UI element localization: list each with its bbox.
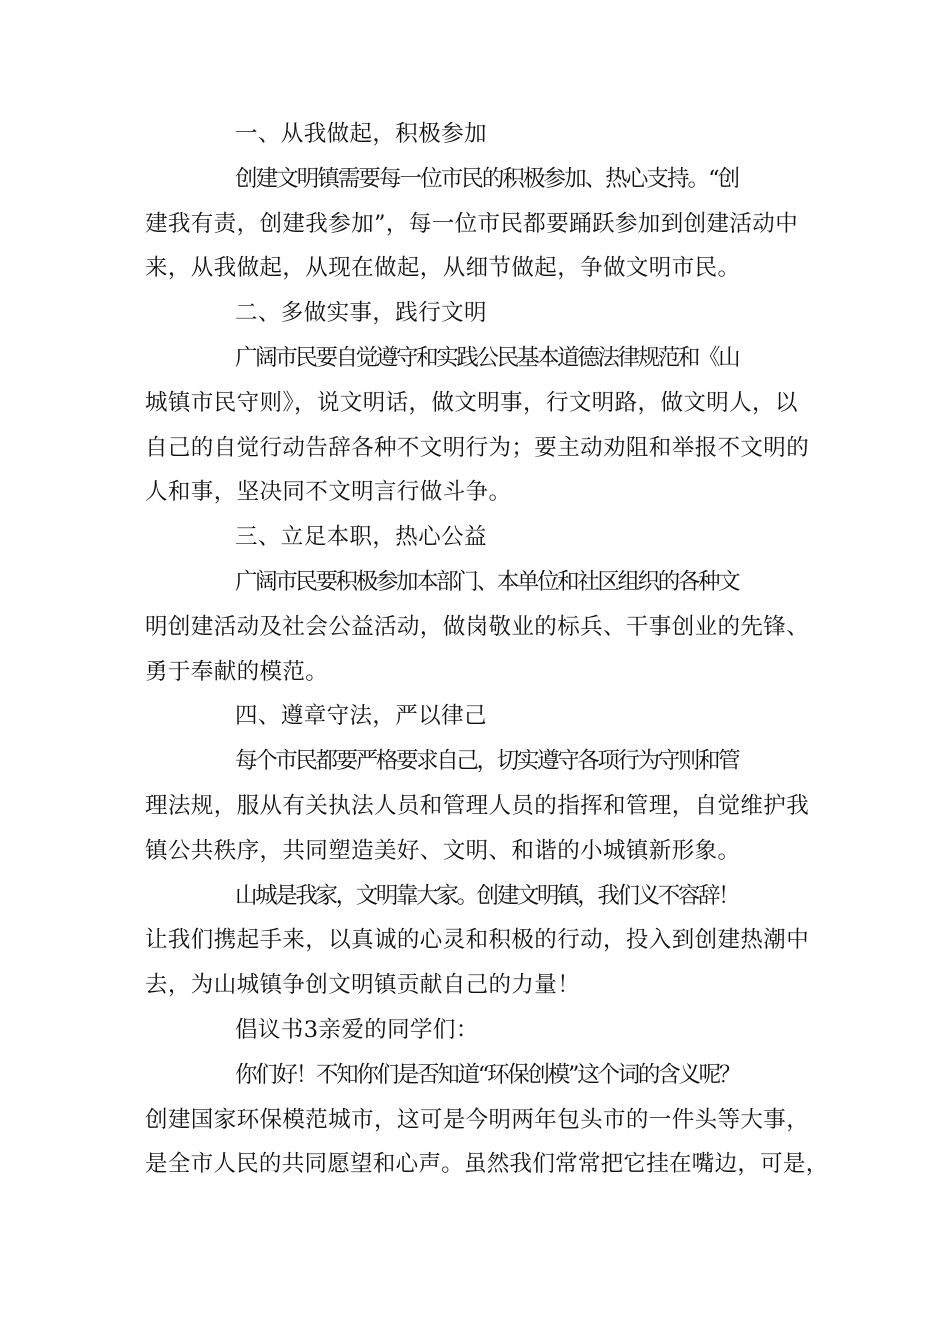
section-heading-2: 二、多做实事，践行文明 bbox=[235, 300, 487, 327]
letter-paragraph bbox=[145, 1053, 830, 1187]
paragraph-line: 明创建活动及社会公益活动，做岗敬业的标兵、干事创业的先锋、 bbox=[145, 613, 810, 640]
section-paragraph-1 bbox=[145, 157, 830, 291]
paragraph-line: 镇公共秩序，共同塑造美好、文明、和谐的小城镇新形象。 bbox=[145, 837, 741, 864]
document-page bbox=[145, 112, 830, 1187]
section-heading-3: 三、立足本职，热心公益 bbox=[235, 524, 487, 551]
paragraph-line: 广阔市民要自觉遵守和实践公民基本道德法律规范和《山 bbox=[235, 344, 739, 371]
paragraph-line: 每个市民都要严格要求自己，切实遵守各项行为守则和管 bbox=[235, 748, 739, 775]
section-paragraph-4 bbox=[145, 739, 830, 873]
paragraph-line: 广阔市民要积极参加本部门、本单位和社区组织的各种文 bbox=[235, 568, 739, 595]
section-heading-1: 一、从我做起，积极参加 bbox=[235, 121, 487, 147]
paragraph-line: 理法规，服从有关执法人员和管理人员的指挥和管理，自觉维护我 bbox=[145, 792, 810, 819]
paragraph-line: 来，从我做起，从现在做起，从细节做起，争做文明市民。 bbox=[145, 255, 741, 282]
paragraph-line: 人和事，坚决同不文明言行做斗争。 bbox=[145, 479, 512, 506]
section-paragraph-2 bbox=[145, 336, 830, 515]
section-paragraph-3 bbox=[145, 560, 830, 694]
paragraph-line: 是全市人民的共同愿望和心声。虽然我们常常把它挂在嘴边，可是， bbox=[145, 1151, 829, 1178]
paragraph-line: 建我有责，创建我参加”，每一位市民都要踊跃参加到创建活动中 bbox=[145, 210, 799, 237]
paragraph-line: 让我们携起手来，以真诚的心灵和积极的行动，投入到创建热潮中 bbox=[145, 927, 810, 954]
paragraph-line: 自己的自觉行动告辞各种不文明行为；要主动劝阻和举报不文明的 bbox=[145, 434, 810, 461]
paragraph-line: 创建文明镇需要每一位市民的积极参加、热心支持。“创 bbox=[235, 165, 739, 192]
paragraph-line: 城镇市民守则》，说文明话，做文明事，行文明路，做文明人，以 bbox=[145, 389, 798, 416]
letter-heading: 倡议书3亲爱的同学们： bbox=[235, 1016, 479, 1043]
paragraph-line: 勇于奉献的模范。 bbox=[145, 658, 329, 685]
paragraph-line: 创建国家环保模范城市，这可是今明两年包头市的一件头等大事， bbox=[145, 1106, 810, 1133]
closing-paragraph bbox=[145, 874, 830, 1008]
paragraph-line: 山城是我家，文明靠大家。创建文明镇，我们义不容辞！ bbox=[235, 882, 739, 909]
section-heading-4: 四、遵章守法，严以律己 bbox=[235, 703, 487, 730]
paragraph-line: 去，为山城镇争创文明镇贡献自己的力量！ bbox=[145, 972, 581, 999]
paragraph-line: 你们好！不知你们是否知道“环保创模”这个词的含义呢？ bbox=[235, 1061, 740, 1088]
